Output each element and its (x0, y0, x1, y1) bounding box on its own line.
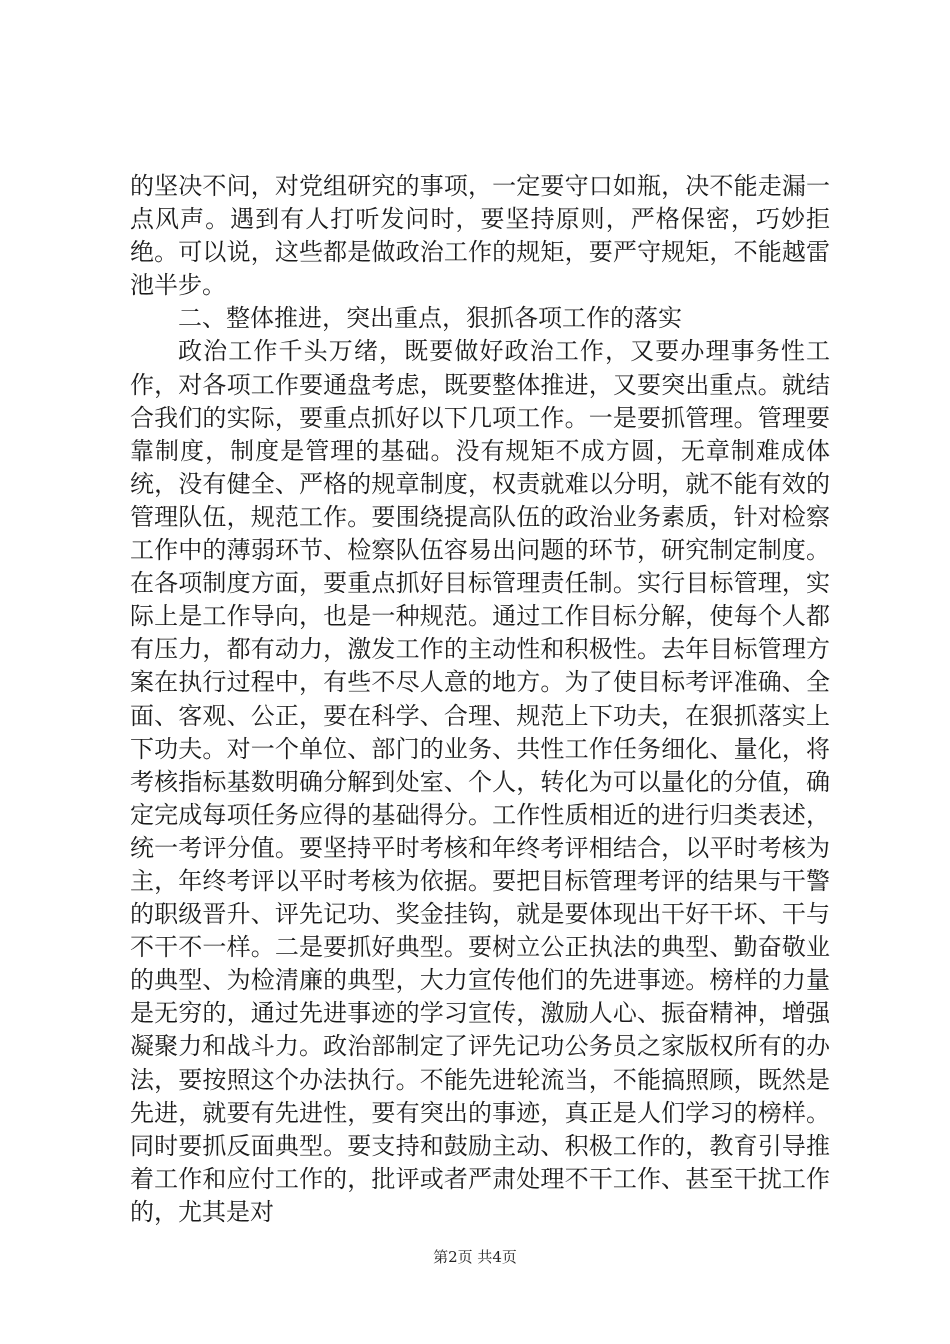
section-heading: 二、整体推进，突出重点，狠抓各项工作的落实 (178, 304, 682, 333)
paragraph-body: 政治工作千头万绪，既要做好政治工作，又要办理事务性工作，对各项工作要通盘考虑，既要整体推进，又要突出重点。就结合我们的实际，要重点抓好以下几项工作。一是要抓管理。管理要靠制度，制度是管理的基础。没有规矩不成方圆，无章制难成体统，没有健全、严格的规章制度，权责就难以分明，就不能有效的管理队伍，规范工作。要围绕提高队伍的政治业务素质，针对检察工作中的薄弱环节、检察队伍容易出问题的环节，研究制定制度。在各项制度方面，要重点抓好目标管理责任制。实行目标管理，实际上是工作导向，也是一种规范。通过工作目标分解，使每个人都有压力，都有动力，激发工作的主动性和积极性。去年目标管理方案在执行过程中，有些不尽人意的地方。为了使目标考评准确、全面、客观、公正，要在科学、合理、规范上下功夫，在狠抓落实上下功夫。对一个单位、部门的业务、共性工作任务细化、量化，将考核指标基数明确分解到处室、个人，转化为可以量化的分值，确定完成每项任务应得的基础得分。工作性质相近的进行归类表述，统一考评分值。要坚持平时考核和年终考评相结合，以平时考核为主，年终考评以平时考核为依据。要把目标管理考评的结果与干警的职级晋升、评先记功、奖金挂钩，就是要体现出干好干坏、干与不干不一样。二是要抓好典型。要树立公正执法的典型、勤奋敬业的典型、为检清廉的典型，大力宣传他们的先进事迹。榜样的力量是无穷的，通过先进事迹的学习宣传，激励人心、振奋精神，增强凝聚力和战斗力。政治部制定了评先记功公务员之家版权所有的办法，要按照这个办法执行。不能先进轮流当，不能搞照顾，既然是先进，就要有先进性，要有突出的事迹，真正是人们学习的榜样。同时要抓反面典型。要支持和鼓励主动、积极工作的，教育引导推着工作和应付工作的，批评或者严肃处理不干工作、甚至干扰工作的，尤其是对 (130, 337, 830, 1226)
document-body (130, 170, 830, 1229)
paragraph-continuation: 的坚决不问，对党组研究的事项，一定要守口如瓶，决不能走漏一点风声。遇到有人打听发问时，要坚持原则，严格保密，巧妙拒绝。可以说，这些都是做政治工作的规矩，要严守规矩，不能越雷池半步。 (130, 172, 830, 300)
page-number-footer: 第2页 共4页 (433, 1248, 517, 1266)
